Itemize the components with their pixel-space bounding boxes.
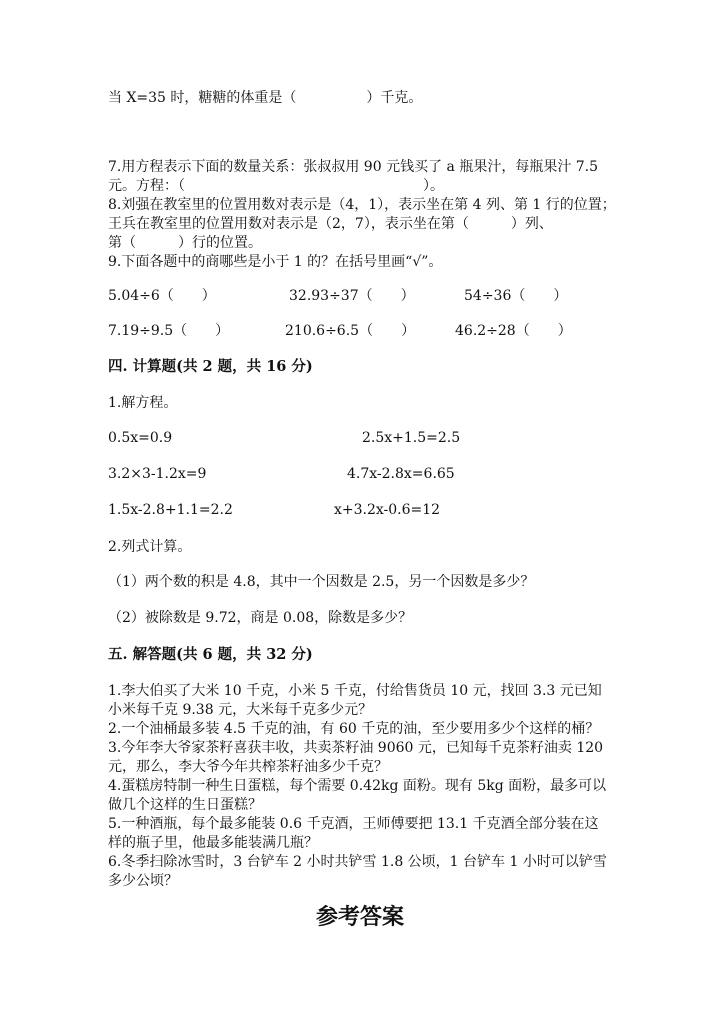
problem-line: 2.一个油桶最多装 4.5 千克的油，有 60 千克的油，至少要用多少个这样的桶？ xyxy=(108,721,600,737)
section-5-heading: 五. 解答题(共 6 题，共 32 分) xyxy=(108,646,313,663)
question-9-item: 5.04÷6（ ） xyxy=(108,288,216,304)
problem-line: 1.李大伯买了大米 10 千克，小米 5 千克，付给售货员 10 元，找回 3.3 元已知 xyxy=(108,683,602,699)
calculation-question: （2）被除数是 9.72，商是 0.08，除数是多少？ xyxy=(108,610,413,626)
problem-line: 做几个这样的生日蛋糕？ xyxy=(108,797,262,813)
answer-key-title: 参考答案 xyxy=(315,904,404,930)
problem-line: 4.蛋糕房特制一种生日蛋糕，每个需要 0.42kg 面粉。现有 5kg 面粉，最多可以 xyxy=(108,778,607,794)
problem-line: 样的瓶子里，他最多能装满几瓶？ xyxy=(108,835,318,851)
question-9-item: 32.93÷37（ ） xyxy=(289,288,415,304)
question-9-item: 54÷36（ ） xyxy=(464,288,568,304)
equation: x+3.2x-0.6=12 xyxy=(334,502,441,518)
question-7-line-2: 元。方程：（ ）。 xyxy=(108,178,444,194)
equation: 1.5x-2.8+1.1=2.2 xyxy=(108,502,233,518)
equation: 3.2×3-1.2x=9 xyxy=(108,466,207,482)
question-7-line-1: 7.用方程表示下面的数量关系：张叔叔用 90 元钱买了 a 瓶果汁，每瓶果汁 7.5 xyxy=(108,159,599,175)
problem-line: 多少公顷？ xyxy=(108,873,178,889)
problem-line: 3.今年李大爷家茶籽喜获丰收，共卖茶籽油 9060 元，已知每千克茶籽油卖 120 xyxy=(108,740,604,756)
problem-line: 6.冬季扫除冰雪时，3 台铲车 2 小时共铲雪 1.8 公顷，1 台铲车 1 小时可以铲雪 xyxy=(108,854,607,870)
equation: 4.7x-2.8x=6.65 xyxy=(347,466,455,482)
question-weight-when-x-35: 当 X=35 时，糖糖的体重是（ ）千克。 xyxy=(108,90,423,106)
equation: 0.5x=0.9 xyxy=(108,430,173,446)
problem-line: 元，那么，李大爷今年共榨茶籽油多少千克？ xyxy=(108,759,388,775)
question-9-item: 210.6÷6.5（ ） xyxy=(285,323,416,339)
section-4-subquestion-2: 2.列式计算。 xyxy=(108,539,192,555)
section-4-heading: 四. 计算题(共 2 题，共 16 分) xyxy=(108,358,313,375)
calculation-question: （1）两个数的积是 4.8，其中一个因数是 2.5，另一个因数是多少？ xyxy=(108,574,535,590)
equation: 2.5x+1.5=2.5 xyxy=(362,430,461,446)
problem-line: 小米每千克 9.38 元，大米每千克多少元？ xyxy=(108,702,373,718)
section-4-subquestion-1: 1.解方程。 xyxy=(108,395,178,411)
question-9-item: 7.19÷9.5（ ） xyxy=(108,323,230,339)
question-8-line-3: 第（ ）行的位置。 xyxy=(108,235,262,251)
question-8-line-1: 8.刘强在教室里的位置用数对表示是（4，1），表示坐在第 4 列、第 1 行的位置； xyxy=(108,197,616,213)
question-9-text: 9.下面各题中的商哪些是小于 1 的？在括号里画“√”。 xyxy=(108,254,443,270)
question-8-line-2: 王兵在教室里的位置用数对表示是（2，7），表示坐在第（ ）列、 xyxy=(108,216,553,232)
problem-line: 5.一种酒瓶，每个最多能装 0.6 千克酒，王师傅要把 13.1 千克酒全部分装在这 xyxy=(108,816,599,832)
question-9-item: 46.2÷28（ ） xyxy=(455,323,572,339)
